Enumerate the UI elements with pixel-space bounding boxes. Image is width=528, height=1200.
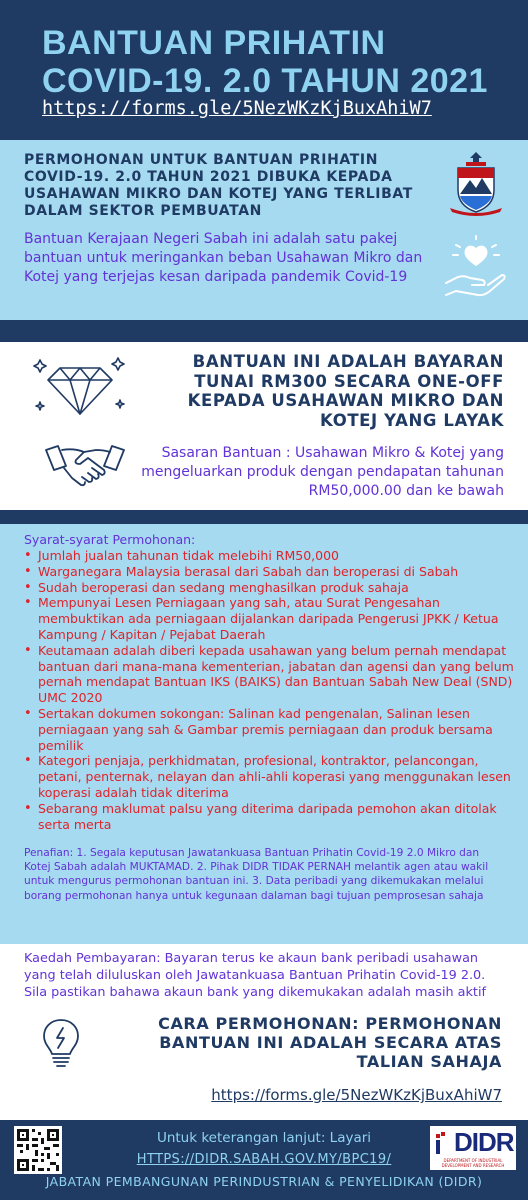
requirements-list — [24, 548, 516, 832]
list-item: • Jumlah jualan tahunan tidak melebihi RM50,000 — [24, 548, 516, 564]
list-item: • Sertakan dokumen sokongan: Salinan kad pengenalan, Salinan lesen perniagaan yang sah & Gambar premis perniagaan dan produk bersama pemilik — [24, 706, 516, 753]
list-item: • Mempunyai Lesen Perniagaan yang sah, atau Surat Pengesahan membuktikan ada perniagaan dijalankan daripada Pengerusi JPKK / Ketua Kampung / Kapitan / Pejabat Daerah — [24, 595, 516, 642]
sabah-crest-icon — [446, 150, 506, 216]
intro-heading: PERMOHONAN UNTUK BANTUAN PRIHATIN COVID-19. 2.0 TAHUN 2021 DIBUKA KEPADA USAHAWAN MIKRO DAN KOTEJ YANG TERLIBAT DALAM SEKTOR PEMBUATAN — [24, 152, 413, 219]
didr-logo-mark-icon — [436, 1132, 452, 1154]
didr-logo — [430, 1126, 516, 1170]
didr-logo-text: DIDR — [454, 1127, 514, 1157]
page-title: BANTUAN PRIHATIN COVID-19. 2.0 TAHUN 2021 — [42, 24, 488, 100]
footer-website-link[interactable]: HTTPS://DIDR.SABAH.GOV.MY/BPC19/ — [136, 1152, 392, 1167]
list-item: • Warganegara Malaysia berasal dari Sabah dan beroperasi di Sabah — [24, 564, 516, 580]
footer-info-label: Untuk keterangan lanjut: Layari — [156, 1130, 372, 1146]
offer-heading: BANTUAN INI ADALAH BAYARAN TUNAI RM300 SECARA ONE-OFF KEPADA USAHAWAN MIKRO DAN KOTEJ YANG LAYAK — [187, 352, 504, 430]
section-divider — [0, 510, 528, 524]
diamond-icon — [30, 352, 130, 418]
requirements-title: Syarat-syarat Permohonan: — [24, 532, 196, 547]
hand-heart-icon — [444, 235, 508, 301]
didr-logo-subtext: DEPARTMENT OF INDUSTRIAL DEVELOPMENT AND RESEARCH — [441, 1158, 505, 1168]
application-method-heading: CARA PERMOHONAN: PERMOHONAN BANTUAN INI ADALAH SECARA ATAS TALIAN SAHAJA — [158, 1014, 502, 1071]
offer-target-text: Sasaran Bantuan : Usahawan Mikro & Kotej yang mengeluarkan produk dengan pendapatan tahunan RM50,000.00 dan ke bawah — [141, 445, 504, 499]
header-banner — [0, 0, 528, 140]
list-item: • Sebarang maklumat palsu yang diterima daripada pemohon akan ditolak serta merta — [24, 801, 516, 833]
application-method-section — [0, 944, 528, 1120]
section-divider — [0, 320, 528, 342]
list-item: • Keutamaan adalah diberi kepada usahawan yang belum pernah mendapat bantuan dari mana-mana kementerian, jabatan dan agensi dan yang belum pernah mendapat Bantuan IKS (BAIKS) dan Bantuan Sabah New Deal (SND) UMC 2020 — [24, 643, 516, 706]
list-item: • Sudah beroperasi dan sedang menghasilkan produk sahaja — [24, 580, 516, 596]
list-item: • Kategori penjaja, perkhidmatan, profesional, kontraktor, pelancongan, petani, penternak, nelayan dan ahli-ahli koperasi yang menggunakan lesen koperasi adalah tidak diterima — [24, 753, 516, 800]
footer — [0, 1120, 528, 1200]
requirements-section — [0, 524, 528, 944]
department-name: JABATAN PEMBANGUNAN PERINDUSTRIAN & PENYELIDIKAN (DIDR) — [45, 1174, 483, 1189]
header-form-link[interactable]: https://forms.gle/5NezWKzKjBuxAhiW7 — [42, 98, 432, 119]
application-form-link[interactable]: https://forms.gle/5NezWKzKjBuxAhiW7 — [211, 1086, 502, 1104]
disclaimer-text: Penafian: 1. Segala keputusan Jawatankuasa Bantuan Prihatin Covid-19 2.0 Mikro dan Kotej Sabah adalah MUKTAMAD. 2. Pihak DIDR TIDAK PERNAH melantik agen atau wakil untuk mengurus permohonan bantuan ini. 3. Data peribadi yang dikemukakan melalui borang permohonan hanya untuk kegunaan dalaman bagi tujuan pemprosesan sahaja — [24, 847, 489, 902]
intro-body: Bantuan Kerajaan Negeri Sabah ini adalah satu pakej bantuan untuk meringankan beban Usahawan Mikro dan Kotej yang terjejas kesan daripada pandemik Covid-19 — [24, 231, 423, 285]
offer-section — [0, 342, 528, 510]
payment-method-text: Kaedah Pembayaran: Bayaran terus ke akaun bank peribadi usahawan yang telah diluluskan oleh Jawatankuasa Bantuan Prihatin Covid-19 2.0. Sila pastikan bahawa akaun bank yang dikemukakan adalah masih aktif — [24, 951, 487, 1000]
lightbulb-icon — [36, 1014, 86, 1070]
intro-section — [0, 140, 528, 320]
